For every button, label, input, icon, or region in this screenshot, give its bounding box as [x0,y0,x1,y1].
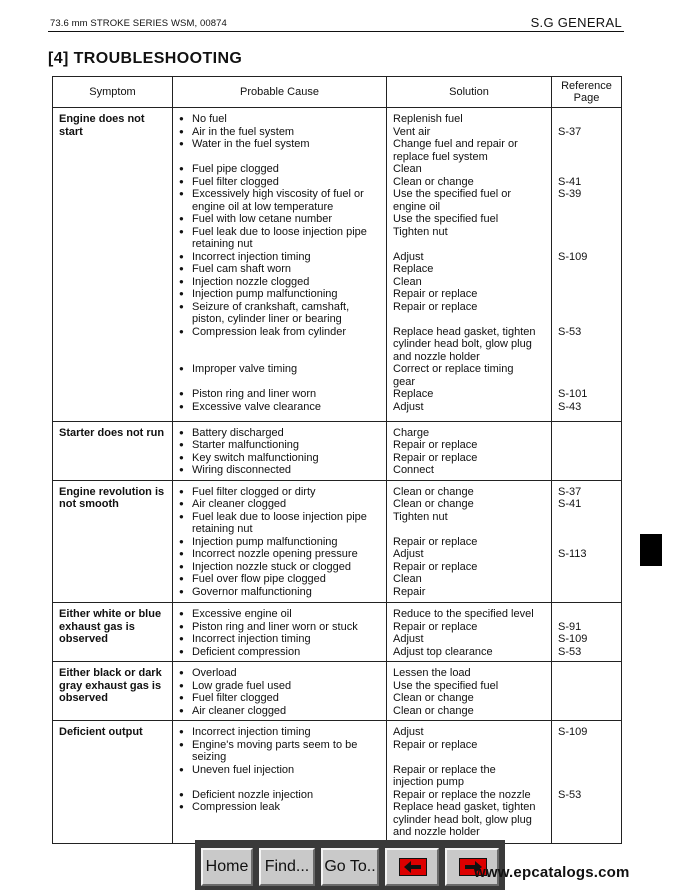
reference-line: S-53 [558,325,582,338]
solution-line: injection pump [393,776,464,789]
reference-line [558,692,617,705]
reference-line [558,138,617,151]
reference-line: S-113 [558,548,587,561]
troubleshooting-table [52,76,622,844]
cause-line: ● Fuel over flow pipe clogged [179,573,382,586]
solution-line: Repair or replace [393,738,478,751]
symptom-line: observed [59,633,108,646]
cause-line: ● Fuel filter clogged [179,176,382,189]
solution-line [393,523,547,536]
reference-line [558,680,617,693]
cause-line [179,776,382,789]
solution-line: Use the specified fuel [393,679,499,692]
symptom-line: Either white or blue [59,608,162,621]
table-header-row [53,77,622,108]
cause-line: ● Seizure of crankshaft, camshaft, [179,301,382,314]
cause-line: retaining nut [192,523,253,536]
cause-line: ● No fuel [179,113,382,126]
solution-line: Clean or change [393,175,474,188]
symptom-cell [53,108,173,422]
solution-line: Repair or replace [393,288,478,300]
reference-line [558,573,617,586]
reference-line [558,511,617,524]
cause-line: ● Injection nozzle clogged [179,276,382,289]
solution-line: Repair or replace [393,535,478,548]
reference-line [558,801,617,814]
reference-line [558,439,617,452]
probable-cause-cell [173,662,387,721]
cause-line: ● Engine's moving parts seem to be [179,739,382,752]
symptom-cell [53,662,173,721]
symptom-line: exhaust gas is [59,620,135,633]
header-symptom: Symptom [53,77,173,108]
solution-line [393,751,547,764]
cause-line: piston, cylinder liner or bearing [192,313,342,325]
solution-line: Reduce to the specified level [393,608,534,621]
reference-line [558,363,617,376]
cause-line: ● Fuel filter clogged [179,692,382,705]
cause-line: ● Fuel with low cetane number [179,213,382,226]
reference-line [558,667,617,680]
solution-line: Tighten nut [393,225,448,238]
solution-cell [387,421,552,480]
reference-line [558,751,617,764]
reference-line [558,376,617,389]
goto-button[interactable]: Go To.. [321,848,379,886]
reference-line: S-53 [558,645,582,658]
table-row [53,480,622,603]
cause-line: ● Fuel leak due to loose injection pipe [179,226,382,239]
solution-line: Change fuel and repair or [393,138,518,150]
section-tab-marker [640,534,662,566]
solution-line: gear [393,375,416,388]
solution-line: Clean or change [393,692,474,705]
solution-line: Adjust [393,548,424,561]
table-row [53,721,622,844]
cause-line: ● Improper valve timing [179,363,382,376]
reference-line [558,776,617,789]
watermark-text: www.epcatalogs.com [474,864,630,881]
solution-line: Repair or replace [393,451,478,464]
reference-page-cell [552,421,622,480]
header-solution: Solution [387,77,552,108]
reference-line [558,452,617,465]
reference-line [558,427,617,440]
solution-line: Repair or replace [393,620,478,633]
solution-line: Use the specified fuel [393,213,499,225]
cause-line: ● Fuel cam shaft worn [179,263,382,276]
arrow-left-icon [399,858,427,876]
solution-line: Replace head gasket, tighten [393,325,536,338]
previous-page-button[interactable] [385,848,439,886]
cause-line: seizing [192,751,227,764]
reference-line [558,213,617,226]
cause-line: ● Piston ring and liner worn or stuck [179,621,382,634]
reference-line: S-109 [558,633,588,646]
cause-line: ● Excessive valve clearance [179,401,382,414]
solution-line: Adjust [393,400,424,413]
cause-line: ● Incorrect injection timing [179,251,382,264]
reference-line: S-43 [558,400,582,413]
reference-line [558,586,617,599]
page-header-left: 73.6 mm STROKE SERIES WSM, 00874 [50,18,227,29]
reference-line [558,705,617,718]
reference-line: S-109 [558,250,588,263]
cause-line: ● Compression leak [179,801,382,814]
table-row [53,421,622,480]
solution-cell [387,721,552,844]
cause-line: ● Key switch malfunctioning [179,452,382,465]
section-title: [4] TROUBLESHOOTING [48,50,243,67]
solution-line: Clean or change [393,485,474,498]
reference-line: S-53 [558,788,582,801]
solution-line: Charge [393,426,430,439]
header-reference-page: Reference Page [552,77,622,108]
reference-line [558,814,617,827]
solution-line: Adjust [393,250,424,263]
reference-page-cell [552,662,622,721]
cause-line: engine oil at low temperature [192,200,334,213]
solution-line: Repair [393,585,426,598]
cause-line: ● Fuel pipe clogged [179,163,382,176]
solution-line: Lessen the load [393,667,471,680]
solution-cell [387,662,552,721]
reference-line [558,536,617,549]
reference-line [558,764,617,777]
find-button[interactable]: Find... [259,848,315,886]
solution-line: Tighten nut [393,510,448,523]
probable-cause-cell [173,108,387,422]
reference-page-cell [552,721,622,844]
solution-line: Adjust top clearance [393,645,493,658]
reference-line [558,739,617,752]
symptom-line: not smooth [59,498,119,511]
reference-line [558,561,617,574]
reference-line [558,313,617,326]
reference-line: S-41 [558,498,582,511]
reference-line: S-101 [558,388,588,400]
solution-line: Adjust [393,633,424,646]
page-header-right: S.G GENERAL [530,15,622,30]
solution-line: cylinder head bolt, glow plug [393,338,532,350]
symptom-line: Engine does not [59,113,145,125]
cause-line: ● Injection pump malfunctioning [179,536,382,549]
solution-line: and nozzle holder [393,826,480,839]
solution-line: Clean or change [393,498,474,511]
solution-line: Vent air [393,125,431,138]
cause-line: ● Starter malfunctioning [179,439,382,452]
cause-line: ● Incorrect nozzle opening pressure [179,548,382,561]
solution-line [393,313,547,326]
solution-cell [387,480,552,603]
solution-line: Clean [393,275,422,288]
reference-page-cell [552,108,622,422]
reference-line [558,608,617,621]
cause-line: ● Incorrect injection timing [179,726,382,739]
solution-line: Repair or replace [393,300,478,313]
symptom-line: start [59,125,83,138]
navigation-bar [195,840,505,890]
header-probable-cause: Probable Cause [173,77,387,108]
solution-line: Replace [393,388,434,400]
solution-line: Replace [393,263,434,275]
solution-line: Replenish fuel [393,113,463,125]
solution-line: engine oil [393,200,441,213]
solution-line: Clean or change [393,704,474,717]
symptom-cell [53,480,173,603]
probable-cause-cell [173,603,387,662]
reference-line [558,464,617,477]
reference-line [558,826,617,839]
symptom-cell [53,603,173,662]
reference-line: S-37 [558,485,582,498]
home-button[interactable]: Home [201,848,253,886]
cause-line: ● Deficient compression [179,646,382,659]
solution-line: Adjust [393,726,424,739]
symptom-line: observed [59,692,108,705]
cause-line: ● Overload [179,667,382,680]
reference-line: S-41 [558,175,582,188]
cause-line [179,376,382,389]
reference-line [558,351,617,364]
cause-line: ● Battery discharged [179,427,382,440]
table-row [53,603,622,662]
symptom-line: Engine revolution is [59,485,165,498]
cause-line: ● Fuel filter clogged or dirty [179,486,382,499]
symptom-line: gray exhaust gas is [59,679,162,692]
reference-line [558,523,617,536]
probable-cause-cell [173,421,387,480]
reference-line [558,113,617,126]
reference-line [558,226,617,239]
reference-line [558,301,617,314]
cause-line: ● Compression leak from cylinder [179,326,382,339]
solution-line: replace fuel system [393,150,488,163]
cause-line: ● Water in the fuel system [179,138,382,151]
cause-line: ● Wiring disconnected [179,464,382,477]
cause-line [179,351,382,364]
cause-line: ● Air cleaner clogged [179,705,382,718]
reference-line: S-37 [558,125,582,138]
reference-line [558,263,617,276]
reference-line [558,338,617,351]
cause-line: ● Governor malfunctioning [179,586,382,599]
cause-line: ● Injection pump malfunctioning [179,288,382,301]
reference-line [558,288,617,301]
solution-line: Replace head gasket, tighten [393,801,536,814]
reference-page-cell [552,603,622,662]
symptom-cell [53,421,173,480]
solution-line: Repair or replace the nozzle [393,788,531,801]
solution-line: Correct or replace timing [393,363,514,375]
cause-line: ● Incorrect injection timing [179,633,382,646]
reference-line [558,151,617,164]
solution-line: Repair or replace [393,560,478,573]
reference-page-cell [552,480,622,603]
solution-cell [387,108,552,422]
solution-line: Clean [393,163,422,175]
cause-line: ● Air cleaner clogged [179,498,382,511]
cause-line [179,151,382,164]
cause-line: retaining nut [192,238,253,250]
reference-line: S-109 [558,726,588,739]
solution-line: Connect [393,464,434,477]
cause-line: ● Excessive engine oil [179,608,382,621]
cause-line: ● Deficient nozzle injection [179,789,382,802]
cause-line: ● Uneven fuel injection [179,764,382,777]
reference-line [558,276,617,289]
solution-cell [387,603,552,662]
reference-line: S-39 [558,188,582,200]
cause-line: ● Excessively high viscosity of fuel or [179,188,382,201]
table-row [53,662,622,721]
symptom-line: Deficient output [59,726,143,739]
symptom-line: Either black or dark [59,667,162,680]
solution-line: Clean [393,573,422,586]
cause-line: ● Fuel leak due to loose injection pipe [179,511,382,524]
solution-line: Repair or replace [393,439,478,452]
symptom-line: Starter does not run [59,426,165,439]
symptom-cell [53,721,173,844]
cause-line: ● Injection nozzle stuck or clogged [179,561,382,574]
cause-line: ● Low grade fuel used [179,680,382,693]
cause-line [179,338,382,351]
solution-line: Repair or replace the [393,763,496,776]
header-rule [48,31,624,32]
reference-line [558,201,617,214]
solution-line [393,238,547,251]
reference-line [558,163,617,176]
table-row [53,108,622,422]
reference-line: S-91 [558,620,582,633]
cause-line: ● Air in the fuel system [179,126,382,139]
reference-line [558,238,617,251]
solution-line: cylinder head bolt, glow plug [393,813,532,826]
probable-cause-cell [173,480,387,603]
solution-line: Use the specified fuel or [393,188,512,200]
cause-line: ● Piston ring and liner worn [179,388,382,401]
probable-cause-cell [173,721,387,844]
solution-line: and nozzle holder [393,350,480,363]
